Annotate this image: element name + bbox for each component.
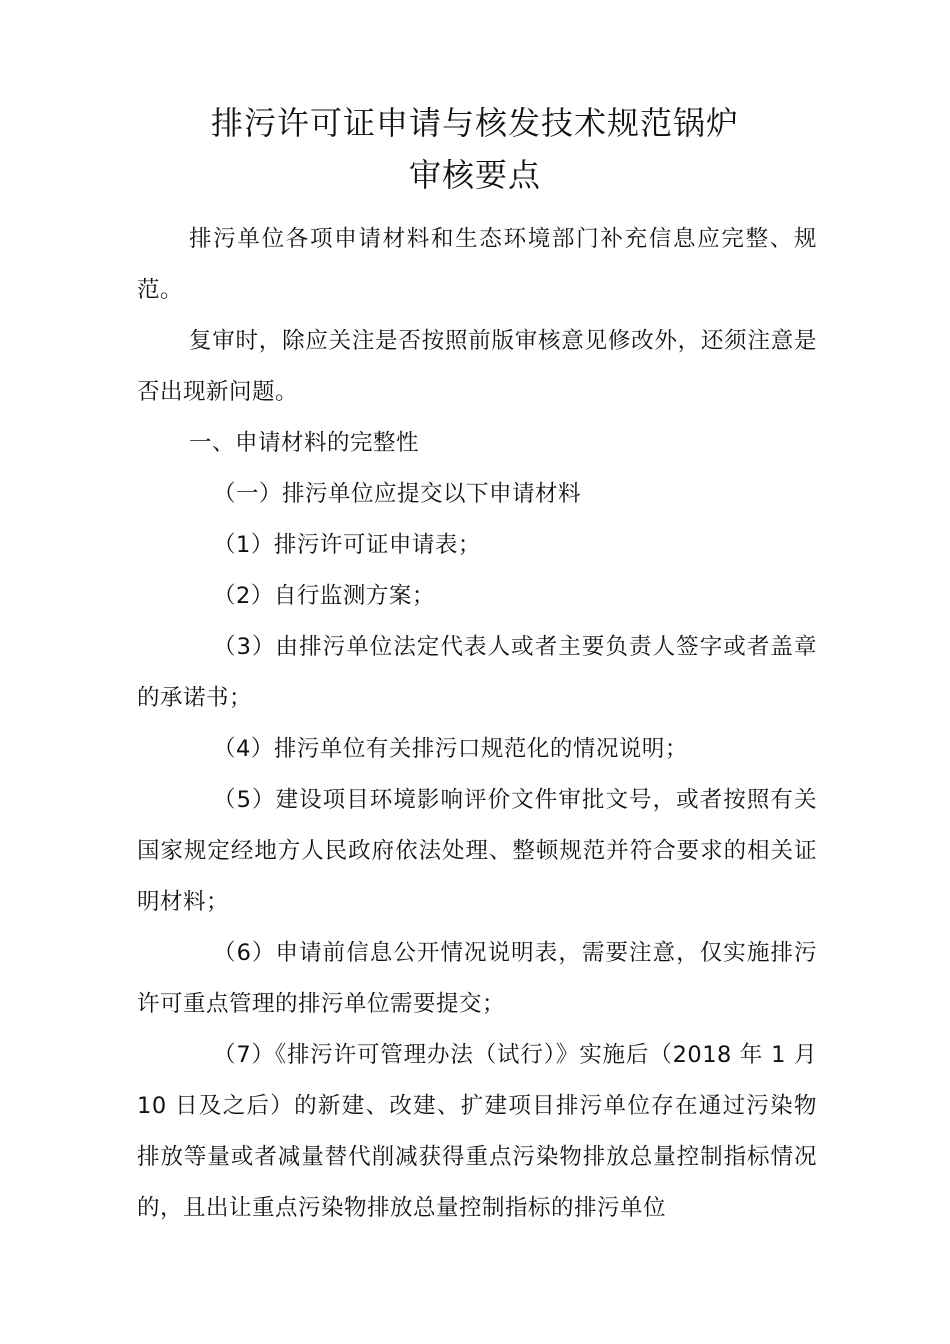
document-body <box>137 214 817 1234</box>
document-title-line2: 审核要点 <box>408 156 541 194</box>
list-item: （3）由排污单位法定代表人或者主要负责人签字或者盖章的承诺书； <box>137 634 817 711</box>
paragraph-review: 复审时，除应关注是否按照前版审核意见修改外，还须注意是否出现新问题。 <box>137 328 817 405</box>
list-item: （5）建设项目环境影响评价文件审批文号，或者按照有关国家规定经地方人民政府依法处理、整顿规范并符合要求的相关证明材料； <box>137 787 817 915</box>
paragraph-intro: 排污单位各项申请材料和生态环境部门补充信息应完整、规范。 <box>137 226 817 303</box>
list-item: （7）《排污许可管理办法（试行）》实施后（2018 年 1 月 10 日及之后）的新建、改建、扩建项目排污单位存在通过污染物排放等量或者减量替代削减获得重点污染物排放总量控制指标情况的，且出让重点污染物排放总量控制指标的排污单位 <box>137 1042 817 1221</box>
document-title-line1: 排污许可证申请与核发技术规范锅炉 <box>210 104 739 142</box>
list-item: （6）申请前信息公开情况说明表，需要注意，仅实施排污许可重点管理的排污单位需要提交； <box>137 940 817 1017</box>
section-heading: 一、申请材料的完整性 <box>189 430 420 456</box>
list-item: （1）排污许可证申请表； <box>213 532 481 558</box>
list-item: （2）自行监测方案； <box>213 583 435 609</box>
subsection-heading: （一）排污单位应提交以下申请材料 <box>213 481 582 507</box>
list-item: （4）排污单位有关排污口规范化的情况说明； <box>213 736 688 762</box>
